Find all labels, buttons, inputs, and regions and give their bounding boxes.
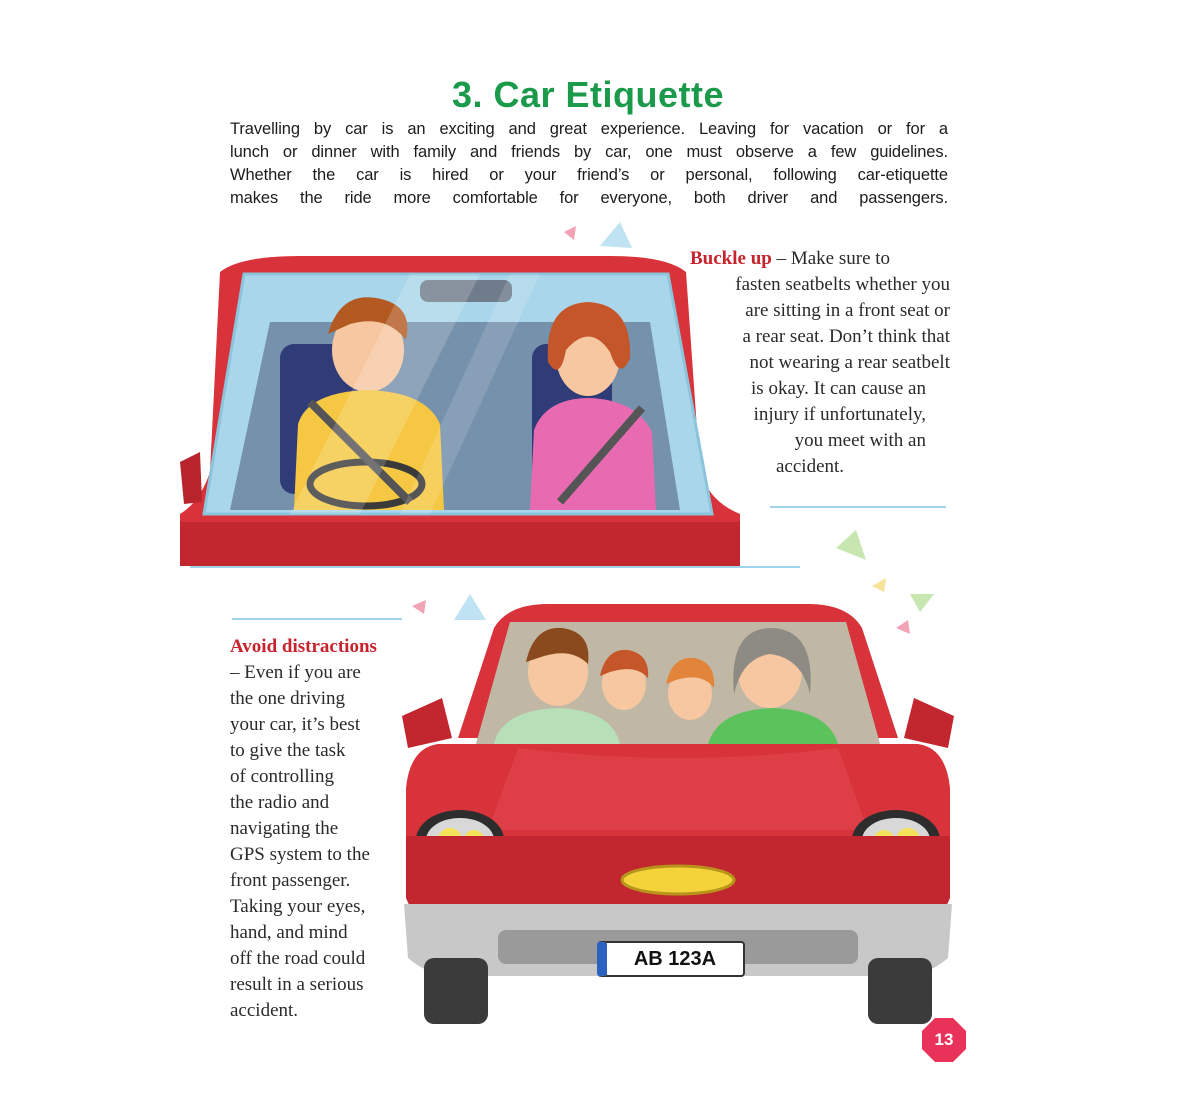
intro-line: Whether the car is hired or your friend’s or personal, following car-etiquette — [230, 166, 948, 184]
buckle-up-first-line — [690, 246, 950, 272]
divider-line — [770, 506, 946, 508]
buckle-up-line: you meet with an — [794, 430, 926, 451]
avoid-distractions-line: hand, and mind — [230, 922, 348, 943]
avoid-distractions-line: navigating the — [230, 818, 339, 839]
page-number-badge — [920, 1016, 968, 1064]
intro-line: lunch or dinner with family and friends by car, one must observe a few guidelines. — [230, 143, 948, 161]
buckle-up-line: fasten seatbelts whether you — [735, 274, 950, 295]
avoid-distractions-line: the radio and — [230, 792, 330, 813]
avoid-distractions-line: the one driving — [230, 688, 346, 709]
buckle-up-line: are sitting in a front seat or — [745, 300, 950, 321]
avoid-distractions-line: result in a serious — [230, 974, 364, 995]
license-plate — [597, 941, 745, 977]
avoid-distractions-line: off the road could — [230, 948, 366, 969]
avoid-distractions-line: your car, it’s best — [230, 714, 361, 735]
page-title: 3. Car Etiquette — [451, 74, 725, 115]
avoid-distractions-paragraph — [230, 634, 430, 1024]
license-plate-text: AB 123A — [633, 947, 717, 970]
buckle-up-text: – Make sure to — [771, 248, 891, 269]
avoid-distractions-line: front passenger. — [230, 870, 351, 891]
avoid-distractions-line: to give the task — [230, 740, 346, 761]
buckle-up-line: not wearing a rear seatbelt — [749, 352, 950, 373]
buckle-up-heading: Buckle up — [690, 248, 772, 269]
page-number: 13 — [934, 1030, 954, 1049]
avoid-distractions-line: – Even if you are — [230, 662, 361, 683]
buckle-up-paragraph — [690, 246, 950, 480]
buckle-up-line: is okay. It can cause an — [751, 378, 926, 399]
avoid-distractions-heading: Avoid distractions — [230, 636, 377, 657]
avoid-distractions-line: GPS system to the — [230, 844, 370, 865]
intro-line: makes the ride more comfortable for everyone, both driver and passengers. — [230, 189, 948, 207]
intro-paragraph — [230, 118, 948, 210]
avoid-distractions-line: accident. — [230, 1000, 299, 1021]
avoid-distractions-line: of controlling — [230, 766, 334, 787]
buckle-up-line: injury if unfortunately, — [753, 404, 926, 425]
buckle-up-line: a rear seat. Don’t think that — [742, 326, 950, 347]
car-interior-illustration — [180, 252, 740, 572]
avoid-distractions-line: Taking your eyes, — [230, 896, 366, 917]
divider-line — [232, 618, 402, 620]
intro-line: Travelling by car is an exciting and great experience. Leaving for vacation or for a — [230, 120, 948, 138]
buckle-up-line: accident. — [776, 456, 845, 477]
